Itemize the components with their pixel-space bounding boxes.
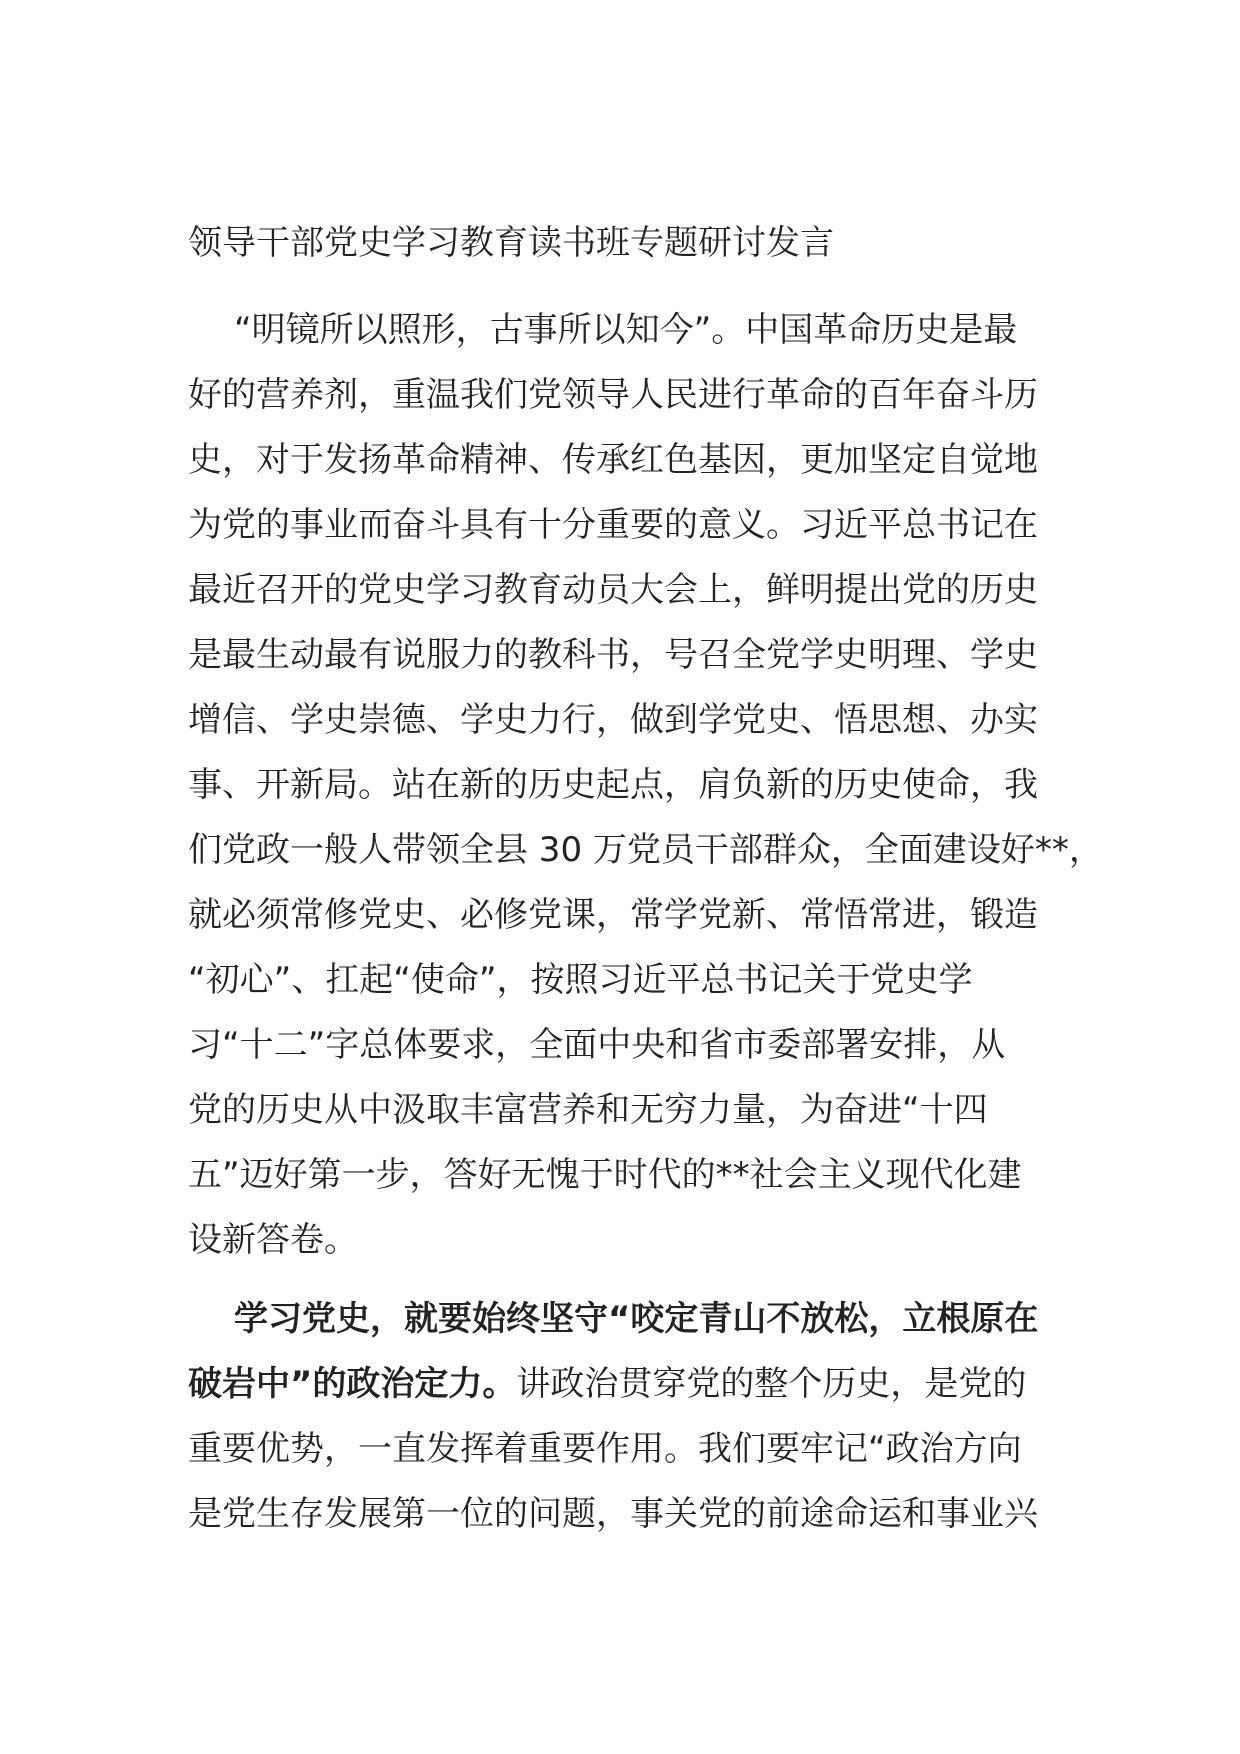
text-line: 习“十二”字总体要求，全面中央和省市委部署安排，从 (188, 1025, 1006, 1065)
mixed-line (188, 1352, 1068, 1417)
text-line: 史，对于发扬革命精神、传承红色基因，更加坚定自觉地 (188, 440, 1038, 480)
document-body (188, 298, 1103, 1561)
text-run: 讲政治贯穿党的整个历史，是党的 (516, 1364, 1027, 1404)
text-line: 事、开新局。站在新的历史起点，肩负新的历史使命，我 (188, 765, 1038, 805)
text-line: “明镜所以照形，古事所以知今”。中国革命历史是最 (234, 310, 1018, 350)
text-line: 是党生存发展第一位的问题，事关党的前途命运和事业兴 (188, 1494, 1038, 1534)
bold-heading-line: 学习党史，就要始终坚守“咬定青山不放松，立根原在 (234, 1299, 1039, 1339)
text-line: 最近召开的党史学习教育动员大会上，鲜明提出党的历史 (188, 570, 1038, 610)
paragraph-political-stance (188, 1287, 1068, 1547)
text-line: 就必须常修党史、必修党课，常学党新、常悟常进，锻造 (188, 895, 1038, 935)
text-line: 设新答卷。 (188, 1220, 358, 1260)
bold-heading-end: 破岩中”的政治定力。 (188, 1364, 517, 1404)
text-line: “初心”、扛起“使命”，按照习近平总书记关于党史学 (188, 960, 973, 1000)
text-line: 重要优势，一直发挥着重要作用。我们要牢记“政治方向 (188, 1429, 1022, 1469)
text-line: 好的营养剂，重温我们党领导人民进行革命的百年奋斗历 (188, 375, 1038, 415)
text-line: 增信、学史崇德、学史力行，做到学党史、悟思想、办实 (188, 700, 1038, 740)
text-line: 为党的事业而奋斗具有十分重要的意义。习近平总书记在 (188, 505, 1038, 545)
text-line: 是最生动最有说服力的教科书，号召全党学史明理、学史 (188, 635, 1038, 675)
paragraph-intro (188, 298, 1103, 1273)
text-line: 五”迈好第一步，答好无愧于时代的**社会主义现代化建 (188, 1155, 1022, 1195)
text-line: 们党政一般人带领全县 30 万党员干部群众，全面建设好**， (188, 830, 1103, 870)
text-line: 党的历史从中汲取丰富营养和无穷力量，为奋进“十四 (188, 1090, 988, 1130)
document-title: 领导干部党史学习教育读书班专题研讨发言 (188, 223, 834, 263)
